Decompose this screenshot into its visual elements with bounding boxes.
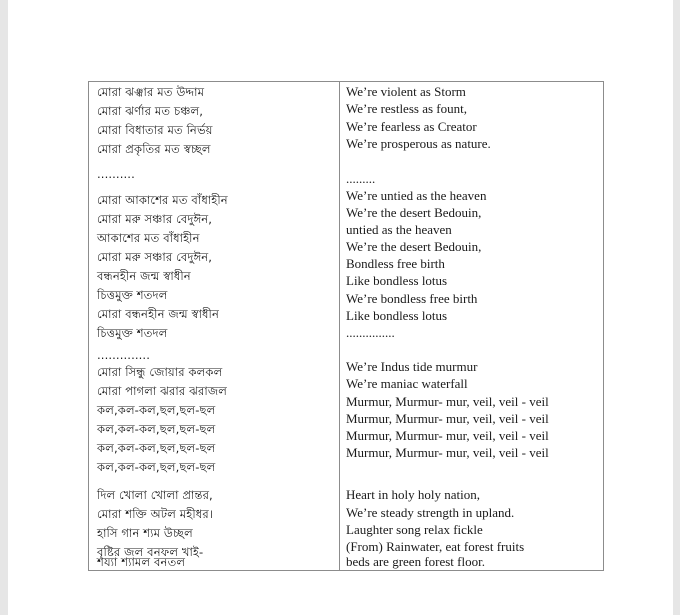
translation-table xyxy=(88,81,604,571)
english-line: Murmur, Murmur- mur, veil, veil - veil xyxy=(346,445,549,460)
bengali-line: শয্যা শ্যামল বনতল xyxy=(97,555,186,569)
bengali-line: মোরা প্রকৃতির মত স্বচ্ছল xyxy=(97,142,211,156)
english-line: We’re restless as fount, xyxy=(346,101,467,116)
bengali-line: .......... xyxy=(97,167,135,181)
english-line: We’re fearless as Creator xyxy=(346,119,477,134)
bengali-line: কল,কল-কল,ছল,ছল-ছল xyxy=(97,403,216,417)
bengali-line: দিল খোলা খোলা প্রান্তর, xyxy=(97,488,213,502)
column-divider xyxy=(339,82,340,570)
english-line: Murmur, Murmur- mur, veil, veil - veil xyxy=(346,411,549,426)
bengali-line: মোরা শক্তি অটল মহীধর। xyxy=(97,507,214,521)
english-line: We’re untied as the heaven xyxy=(346,188,487,203)
english-line: beds are green forest floor. xyxy=(346,554,485,569)
english-line: ......... xyxy=(346,171,376,186)
bengali-line: মোরা মরু সঞ্চার বেদুঈন, xyxy=(97,250,213,264)
english-line: Murmur, Murmur- mur, veil, veil - veil xyxy=(346,428,549,443)
document-page xyxy=(8,0,673,615)
english-line: (From) Rainwater, eat forest fruits xyxy=(346,539,525,554)
english-line: Murmur, Murmur- mur, veil, veil - veil xyxy=(346,394,549,409)
english-line: Like bondless lotus xyxy=(346,273,448,288)
bengali-line: হাসি গান শ্যম উচ্ছল xyxy=(97,526,193,540)
english-line: We’re Indus tide murmur xyxy=(346,359,478,374)
english-line: Heart in holy holy nation, xyxy=(346,487,480,502)
bengali-line: মোরা পাগলা ঝরার ঝরাজল xyxy=(97,384,228,398)
bengali-line: মোরা আকাশের মত বাঁধাহীন xyxy=(97,193,228,207)
english-line: We’re the desert Bedouin, xyxy=(346,239,482,254)
bengali-line: মোরা সিন্ধু জোয়ার কলকল xyxy=(97,365,223,379)
bengali-line: আকাশের মত বাঁধাহীন xyxy=(97,231,200,245)
bengali-line: বৃষ্টির জল বনফল খাই- xyxy=(97,545,204,559)
bengali-line: বন্ধনহীন জন্ম স্বাধীন xyxy=(97,269,191,283)
english-line: We’re bondless free birth xyxy=(346,291,478,306)
bengali-line: চিত্তমুক্ত শতদল xyxy=(97,326,168,340)
english-line: ............... xyxy=(346,325,395,340)
english-line: We’re prosperous as nature. xyxy=(346,136,491,151)
bengali-line: চিত্তমুক্ত শতদল xyxy=(97,288,168,302)
english-line: We’re maniac waterfall xyxy=(346,376,468,391)
english-line: Bondless free birth xyxy=(346,256,445,271)
bengali-line: মোরা বন্ধনহীন জন্ম স্বাধীন xyxy=(97,307,219,321)
english-line: We’re the desert Bedouin, xyxy=(346,205,482,220)
bengali-line: মোরা বিধাতার মত নির্ভয় xyxy=(97,123,213,137)
bengali-line: মোরা মরু সঞ্চার বেদুঈন, xyxy=(97,212,213,226)
bengali-line: মোরা ঝঞ্ঝার মত উদ্দাম xyxy=(97,85,205,99)
english-line: untied as the heaven xyxy=(346,222,452,237)
bengali-line: মোরা ঝর্ণার মত চঞ্চল, xyxy=(97,104,204,118)
bengali-line: কল,কল-কল,ছল,ছল-ছল xyxy=(97,460,216,474)
bengali-line: .............. xyxy=(97,348,150,362)
english-line: We’re violent as Storm xyxy=(346,84,466,99)
english-line: Like bondless lotus xyxy=(346,308,448,323)
english-line: We’re steady strength in upland. xyxy=(346,505,515,520)
bengali-line: কল,কল-কল,ছল,ছল-ছল xyxy=(97,441,216,455)
english-line: Laughter song relax fickle xyxy=(346,522,483,537)
bengali-line: কল,কল-কল,ছল,ছল-ছল xyxy=(97,422,216,436)
